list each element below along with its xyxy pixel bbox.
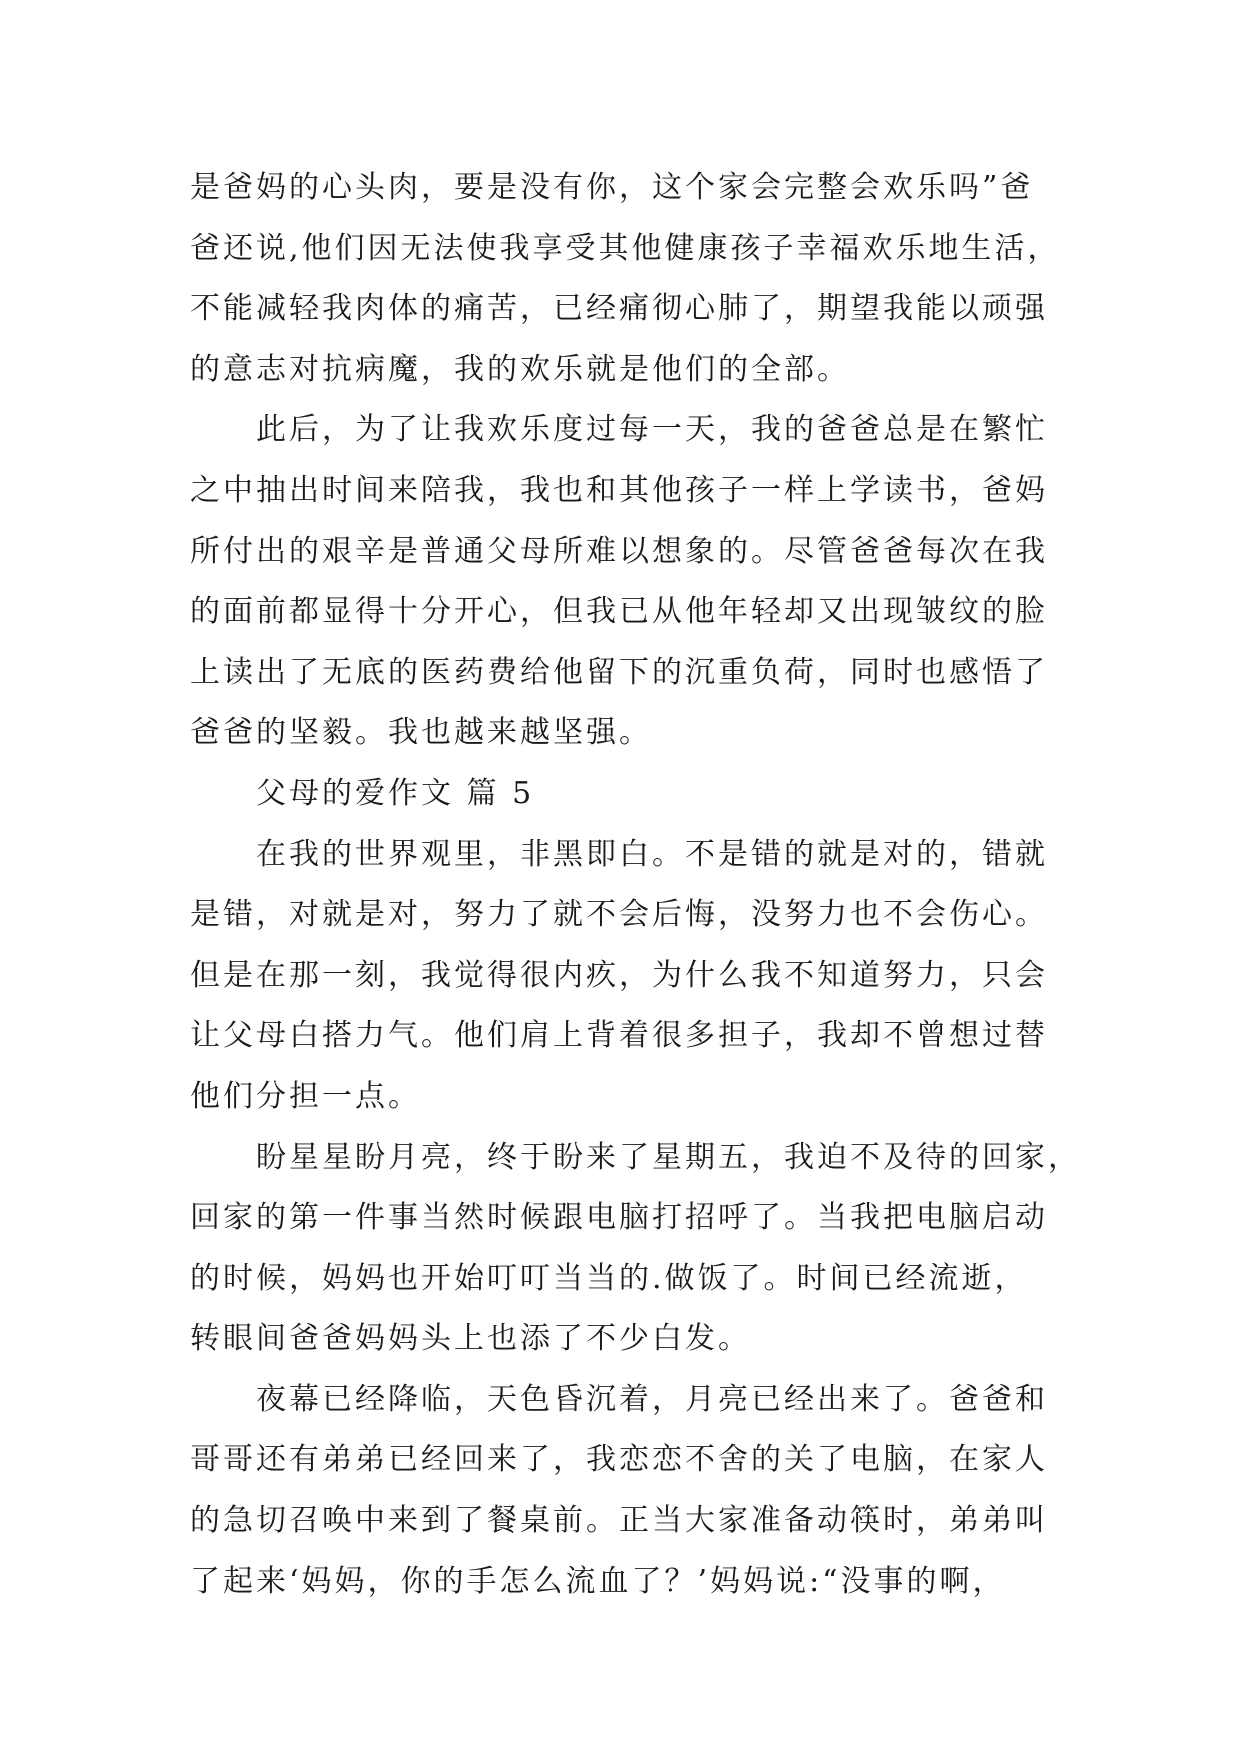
text-line: 爸爸的坚毅。我也越来越坚强。 [190,715,652,751]
text-line: 的时候，妈妈也开始叮叮当当的.做饭了。时间已经流逝， [190,1260,1028,1296]
text-line: 了起来‘妈妈，你的手怎么流血了？’妈妈说:“没事的啊， [190,1563,1006,1599]
text-line: 父母的爱作文 篇 5 [256,775,535,811]
text-line: 转眼间爸爸妈妈头上也添了不少白发。 [190,1321,751,1357]
text-line: 但是在那一刻，我觉得很内疚，为什么我不知道努力，只会 [190,957,1048,993]
text-line: 夜幕已经降临，天色昏沉着，月亮已经出来了。爸爸和 [256,1381,1048,1417]
text-line: 让父母白搭力气。他们肩上背着很多担子，我却不曾想过替 [190,1018,1048,1054]
text-line: 是爸妈的心头肉，要是没有你，这个家会完整会欢乐吗”爸 [190,170,1034,205]
text-line: 哥哥还有弟弟已经回来了，我恋恋不舍的关了电脑，在家人 [190,1442,1048,1478]
text-line: 盼星星盼月亮，终于盼来了星期五，我迫不及待的回家， [256,1139,1081,1175]
text-line: 在我的世界观里，非黑即白。不是错的就是对的，错就 [256,836,1048,872]
document-body [190,158,1090,1612]
text-line: 上读出了无底的医药费给他留下的沉重负荷，同时也感悟了 [190,654,1048,690]
text-line: 不能减轻我肉体的痛苦，已经痛彻心肺了，期望我能以顽强 [190,291,1048,327]
text-line: 他们分担一点。 [190,1078,421,1114]
text-line: 此后，为了让我欢乐度过每一天，我的爸爸总是在繁忙 [256,412,1048,448]
text-line: 的急切召唤中来到了餐桌前。正当大家准备动筷时，弟弟叫 [190,1503,1048,1539]
text-line: 的意志对抗病魔，我的欢乐就是他们的全部。 [190,351,850,387]
text-line: 回家的第一件事当然时候跟电脑打招呼了。当我把电脑启动 [190,1200,1048,1236]
text-line: 之中抽出时间来陪我，我也和其他孩子一样上学读书，爸妈 [190,472,1048,508]
text-line: 是错，对就是对，努力了就不会后悔，没努力也不会伤心。 [190,897,1048,933]
text-line: 的面前都显得十分开心，但我已从他年轻却又出现皱纹的脸 [190,594,1048,630]
text-line: 所付出的艰辛是普通父母所难以想象的。尽管爸爸每次在我 [190,533,1048,569]
text-line: 爸还说,他们因无法使我享受其他健康孩子幸福欢乐地生活， [190,230,1061,266]
